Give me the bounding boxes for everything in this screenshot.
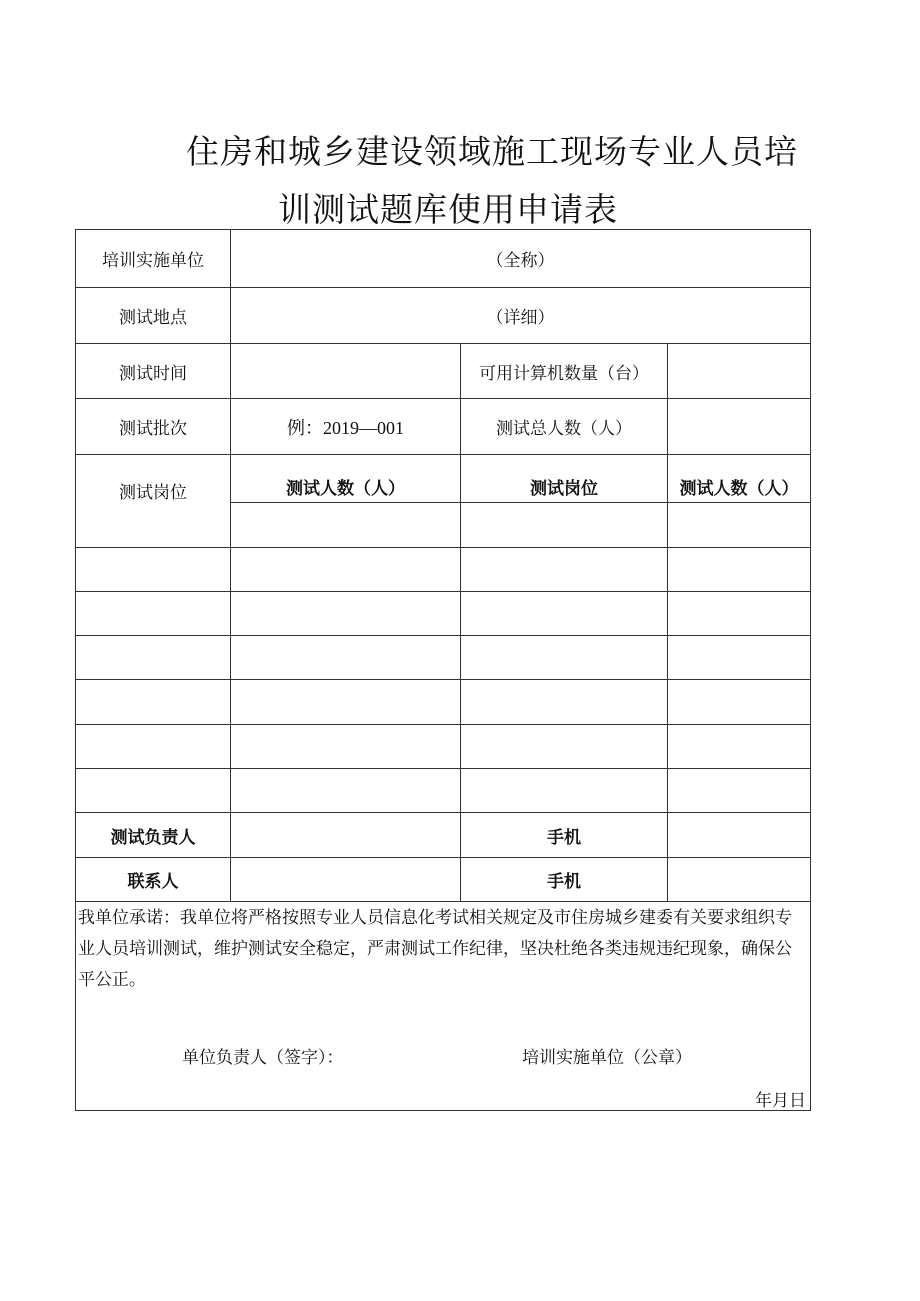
location-field[interactable]: （详细） bbox=[486, 308, 555, 328]
location-label: 测试地点 bbox=[119, 308, 187, 328]
row-divider bbox=[76, 768, 810, 769]
application-form bbox=[75, 229, 811, 1111]
count-header-2: 测试人数（人） bbox=[679, 478, 799, 499]
phone-label-2: 手机 bbox=[547, 872, 581, 892]
computers-label: 可用计算机数量（台） bbox=[479, 363, 649, 384]
unit-field[interactable]: （全称） bbox=[486, 251, 555, 271]
manager-label: 测试负责人 bbox=[110, 828, 196, 848]
unit-label: 培训实施单位 bbox=[102, 251, 204, 271]
phone-field-1[interactable] bbox=[668, 814, 810, 857]
form-title-line-1: 住房和城乡建设领域施工现场专业人员培 bbox=[186, 132, 798, 171]
row-divider bbox=[76, 591, 810, 592]
phone-field-2[interactable] bbox=[668, 858, 810, 901]
contact-field[interactable] bbox=[231, 858, 460, 901]
total-field[interactable] bbox=[668, 399, 810, 454]
time-label: 测试时间 bbox=[119, 363, 187, 384]
post-label: 测试岗位 bbox=[119, 483, 187, 503]
contact-label: 联系人 bbox=[127, 872, 179, 892]
computers-field[interactable] bbox=[668, 344, 810, 398]
date-label: 年月日 bbox=[755, 1091, 806, 1111]
form-title-line-2: 训测试题库使用申请表 bbox=[278, 190, 618, 229]
manager-field[interactable] bbox=[231, 814, 460, 857]
batch-field[interactable]: 例：2019—001 bbox=[287, 417, 404, 438]
total-label: 测试总人数（人） bbox=[496, 419, 632, 439]
pledge-text: 我单位承诺：我单位将严格按照专业人员信息化考试相关规定及市住房城乡建委有关要求组织专业人员培训测试，维护测试安全稳定，严肃测试工作纪律，坚决杜绝各类违规违纪现象，确保公平公正。 bbox=[78, 908, 792, 990]
phone-label-1: 手机 bbox=[547, 828, 581, 848]
row-divider bbox=[76, 812, 810, 813]
batch-label: 测试批次 bbox=[119, 419, 187, 439]
time-field[interactable] bbox=[231, 344, 460, 398]
row-divider bbox=[76, 635, 810, 636]
row-divider bbox=[76, 724, 810, 725]
row-divider bbox=[76, 901, 810, 902]
signer-label: 单位负责人（签字）： bbox=[182, 1048, 344, 1068]
row-divider bbox=[76, 547, 810, 548]
row-divider bbox=[76, 679, 810, 680]
post-header-2: 测试岗位 bbox=[530, 478, 598, 499]
row-divider bbox=[230, 502, 810, 503]
count-header-1: 测试人数（人） bbox=[286, 478, 405, 499]
seal-label: 培训实施单位（公章） bbox=[522, 1048, 692, 1068]
